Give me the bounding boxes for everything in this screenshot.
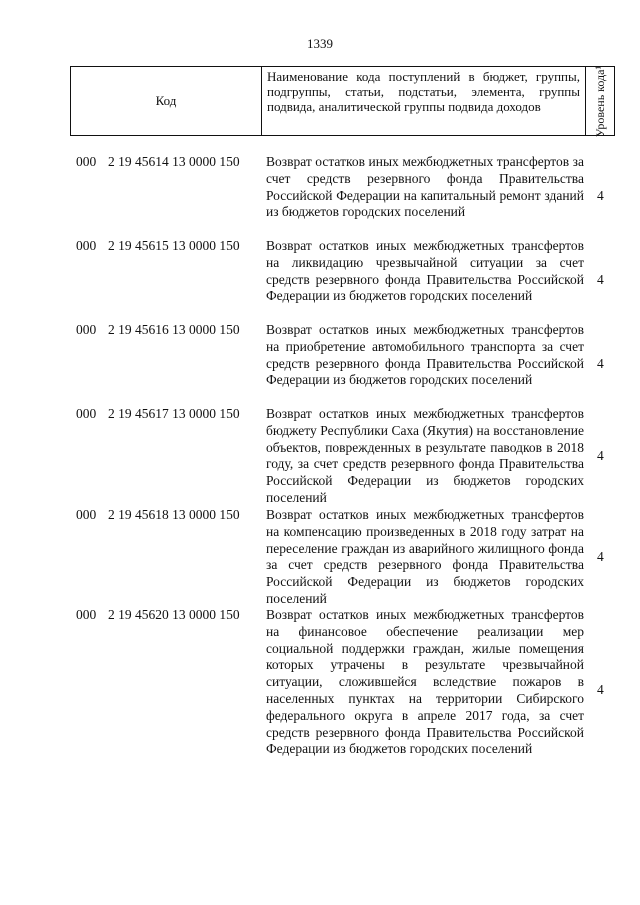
- row-level: 4: [597, 356, 604, 371]
- table-header: [70, 66, 615, 136]
- row-budget-code: 2 19 45618 13 0000 150: [108, 507, 240, 522]
- row-level: 4: [597, 682, 604, 697]
- header-name: Наименование кода поступлений в бюджет, группы, подгруппы, статьи, подстатьи, элемента, группы подвида, аналитической группы подвида доходов: [262, 67, 586, 135]
- header-level: [587, 67, 614, 135]
- row-description: Возврат остатков иных межбюджетных трансфертов на финансовое обеспечение реализации мер социальной поддержки граждан, жилые помещения которых утрачены в результате чрезвычайной ситуации, сложившейся вследствие пожаров в населенных пунктах на территории Сибирского федерального округа в апреле 2017 года, за счет средств резервного фонда Правительства Российской Федерации из бюджетов городских поселений: [266, 607, 584, 757]
- row-description: Возврат остатков иных межбюджетных трансфертов бюджету Республики Саха (Якутия) на восстановление объектов, поврежденных в результате паводков в 2018 году, за счет средств резервного фонда Правительства Российской Федерации из бюджетов городских поселений: [266, 406, 584, 505]
- row-budget-code: 2 19 45615 13 0000 150: [108, 238, 240, 253]
- row-admin-code: 000: [76, 322, 97, 337]
- row-admin-code: 000: [76, 607, 97, 622]
- row-level: 4: [597, 272, 604, 287]
- row-description: Возврат остатков иных межбюджетных трансфертов за счет средств резервного фонда Правительства Российской Федерации на капитальный ремонт зданий из бюджетов городских поселений: [266, 154, 584, 220]
- row-level: 4: [597, 549, 604, 564]
- row-level: 4: [597, 188, 604, 203]
- header-level-label: Уровень кода¹: [593, 65, 608, 137]
- row-budget-code: 2 19 45620 13 0000 150: [108, 607, 240, 622]
- row-description: Возврат остатков иных межбюджетных трансфертов на приобретение автомобильного транспорта за счет средств резервного фонда Правительства Российской Федерации из бюджетов городских поселений: [266, 322, 584, 388]
- row-admin-code: 000: [76, 154, 97, 169]
- row-description: Возврат остатков иных межбюджетных трансфертов на ликвидацию чрезвычайной ситуации за счет средств резервного фонда Правительства Российской Федерации из бюджетов городских поселений: [266, 238, 584, 304]
- row-budget-code: 2 19 45616 13 0000 150: [108, 322, 240, 337]
- header-code-label: Код: [155, 93, 177, 108]
- row-admin-code: 000: [76, 238, 97, 253]
- row-admin-code: 000: [76, 406, 97, 421]
- row-description: Возврат остатков иных межбюджетных трансфертов на компенсацию произведенных в 2018 году затрат на переселение граждан из аварийного жилищного фонда за счет средств резервного фонда Правительства Российской Федерации из бюджетов городских поселений: [266, 507, 584, 606]
- row-level: 4: [597, 448, 604, 463]
- header-code: [71, 67, 262, 135]
- row-admin-code: 000: [76, 507, 97, 522]
- row-budget-code: 2 19 45614 13 0000 150: [108, 154, 240, 169]
- page-number: 1339: [307, 36, 333, 51]
- row-budget-code: 2 19 45617 13 0000 150: [108, 406, 240, 421]
